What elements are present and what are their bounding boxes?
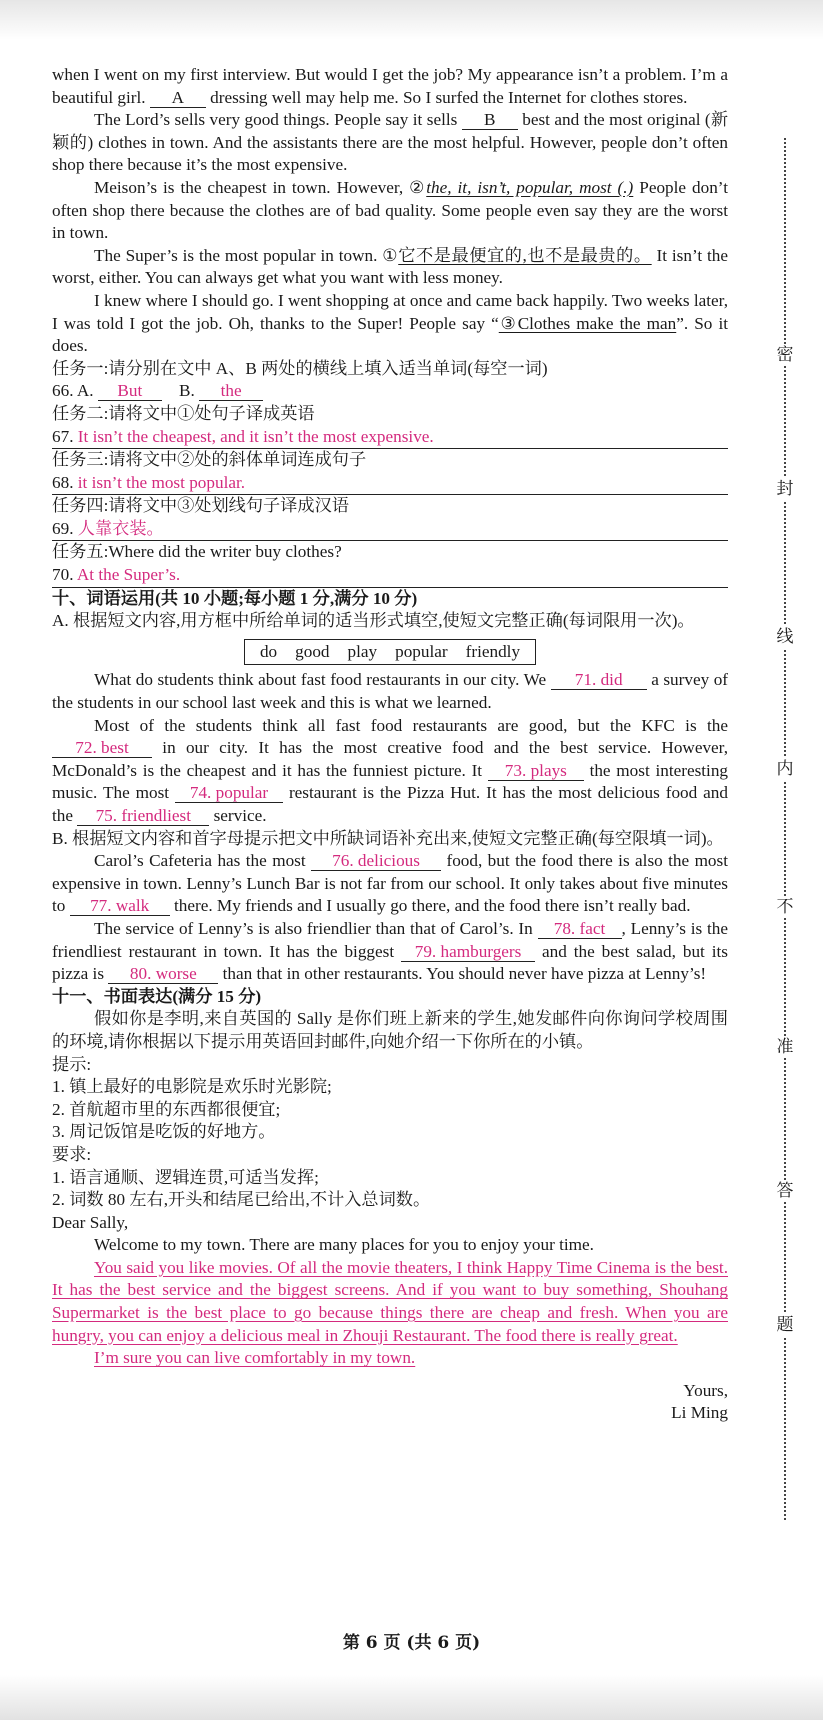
writing-prompt: 假如你是李明,来自英国的 Sally 是你们班上新来的学生,她发邮件向你询问学校周围的环境,请你根据以下提示用英语回封邮件,向她介绍一下你所在的小镇。 xyxy=(52,1009,728,1051)
part-b-paragraph-1 xyxy=(52,850,728,918)
passage-text: I knew where I should go. I went shopping at once and came back happily. Two weeks later, I was told I got the job. Oh, thanks to the Super! People say “ xyxy=(52,290,728,333)
passage-text: , Lenny’s is the friendliest restaurant in town. It has the biggest xyxy=(52,918,728,961)
underlined-sentence-1: 它不是最便宜的,也不是最贵的。 xyxy=(398,245,652,265)
underlined-sentence-3: ③Clothes make the man xyxy=(498,313,677,333)
passage-text: The Super’s is the most popular in town. ① xyxy=(94,245,399,265)
answer-69[interactable]: 人靠衣装。 xyxy=(77,518,164,538)
passage-text: than that in other restaurants. You should never have pizza at Lenny’s! xyxy=(222,964,707,984)
passage-text: when I went on my first interview. But would I get the job? My appearance isn’t a problem. I’m a beautiful girl. xyxy=(52,65,728,107)
passage-text: there. My friends and I usually go there, and the food there isn’t really bad. xyxy=(173,896,691,916)
essay-ending[interactable] xyxy=(52,1347,728,1370)
essay-ending-text: I’m sure you can live comfortably in my town. xyxy=(94,1348,416,1368)
seal-char: 线 xyxy=(774,626,796,648)
passage-paragraph-3 xyxy=(52,177,728,245)
q66-label: 66. A. xyxy=(52,381,94,401)
task-1-instruction: 任务一:请分别在文中 A、B 两处的横线上填入适当单词(每空一词) xyxy=(52,358,548,378)
answer-67[interactable]: It isn’t the cheapest, and it isn’t the most expensive. xyxy=(77,426,434,446)
tip-item: 1. 镇上最好的电影院是欢乐时光影院; xyxy=(52,1077,332,1097)
requirements-label: 要求: xyxy=(52,1144,92,1164)
passage-paragraph-2 xyxy=(52,109,728,177)
seal-line-column xyxy=(768,138,802,1520)
seal-char: 内 xyxy=(774,758,796,780)
question-66 xyxy=(52,380,728,403)
passage-text: the most interesting music. The most xyxy=(52,760,729,803)
passage-text: The Lord’s sells very good things. People say it sells xyxy=(94,110,458,130)
passage-paragraph-5 xyxy=(52,290,728,358)
italic-words: the, it, isn’t, popular, most (.) xyxy=(426,177,634,197)
passage-text: The service of Lenny’s is also friendlier than that of Carol’s. In xyxy=(94,918,533,938)
seal-char: 封 xyxy=(774,478,796,500)
passage-text: dressing well may help me. So I surfed the Internet for clothes stores. xyxy=(210,87,688,107)
question-69 xyxy=(52,518,728,542)
answer-70[interactable]: At the Super’s. xyxy=(76,565,181,585)
essay-text: You said you like movies. Of all the movie theaters, I think Happy Time Cinema is the best. It has the best service and the biggest screens. And if you want to buy something, Shouhang Supermarket is the best place to go because things there are cheap and fresh. When you are hungry, you can enjoy a delicious meal in Zhouji Restaurant. The food there is really great. xyxy=(52,1257,728,1345)
q70-label: 70. xyxy=(52,565,74,585)
answer-76[interactable]: 76. delicious xyxy=(311,851,441,871)
word-box-item: do xyxy=(259,641,278,661)
answer-66-b[interactable]: the xyxy=(199,381,263,401)
answer-73[interactable]: 73. plays xyxy=(488,761,584,781)
q69-label: 69. xyxy=(52,518,74,538)
passage-paragraph-1 xyxy=(52,64,728,109)
passage-text: a survey of the students in our school last week and this is what we learned. xyxy=(52,670,729,713)
passage-text: food, but the food there is also the most expensive in town. Lenny’s Lunch Bar is not far from our school. It only takes about five minutes to xyxy=(52,851,728,916)
passage-text: and the best salad, but its pizza is xyxy=(52,941,728,984)
passage-text: best and the most original (新颖的) clothes in town. And the assistants there are the most helpful. However, people don’t often shop there because it’s the most expensive. xyxy=(52,110,729,175)
answer-75[interactable]: 75. friendliest xyxy=(77,806,209,826)
passage-text: What do students think about fast food restaurants in our city. We xyxy=(94,670,547,690)
requirement-item: 1. 语言通顺、逻辑连贯,可适当发挥; xyxy=(52,1167,319,1187)
passage-text: Carol’s Cafeteria has the most xyxy=(94,851,306,871)
essay-answer[interactable] xyxy=(52,1257,728,1347)
answer-77[interactable]: 77. walk xyxy=(70,896,170,916)
page-footer: 第 6 页 (共 6 页) xyxy=(342,1633,481,1653)
letter-greeting: Dear Sally, xyxy=(52,1212,129,1232)
answer-68[interactable]: it isn’t the most popular. xyxy=(77,472,246,492)
task-5-instruction: 任务五:Where did the writer buy clothes? xyxy=(52,542,342,562)
question-68 xyxy=(52,472,728,496)
section-11-heading: 十一、书面表达(满分 15 分) xyxy=(52,986,262,1006)
answer-74[interactable]: 74. popular xyxy=(175,783,283,803)
letter-closing: Yours, xyxy=(683,1380,728,1400)
passage-text: People don’t often shop there because the clothes are of bad quality. Some people even say they are the worst in town. xyxy=(52,177,728,243)
part-a-paragraph-1 xyxy=(52,669,728,714)
worksheet-content xyxy=(52,64,728,1425)
answer-79[interactable]: 79. hamburgers xyxy=(401,942,535,962)
answer-80[interactable]: 80. worse xyxy=(108,964,218,984)
letter-opening: Welcome to my town. There are many places for you to enjoy your time. xyxy=(94,1235,594,1255)
word-box-item: good xyxy=(295,641,330,661)
seal-char: 题 xyxy=(774,1314,796,1336)
blank-a[interactable]: A xyxy=(150,88,206,108)
part-b-paragraph-2 xyxy=(52,918,728,986)
q67-label: 67. xyxy=(52,426,74,446)
word-box-item: play xyxy=(347,641,378,661)
passage-text: ”. So it does. xyxy=(52,313,728,356)
passage-text: It isn’t the worst, either. You can always get what you want with less money. xyxy=(52,245,728,288)
letter-signature: Li Ming xyxy=(671,1403,728,1423)
passage-text: restaurant is the Pizza Hut. It has the most delicious food and the xyxy=(52,783,728,825)
word-box xyxy=(244,639,536,666)
task-4-instruction: 任务四:请将文中③处划线句子译成汉语 xyxy=(52,496,349,516)
seal-char: 密 xyxy=(774,344,796,366)
word-box-wrapper xyxy=(52,639,728,666)
q66-b-label: B. xyxy=(179,381,195,401)
question-70 xyxy=(52,564,728,588)
question-67 xyxy=(52,426,728,450)
part-a-paragraph-2 xyxy=(52,715,728,828)
passage-text: Meison’s is the cheapest in town. However, ② xyxy=(94,177,427,197)
passage-text: in our city. It has the most creative food and the best service. However, McDonald’s is the cheapest and it has the funniest picture. It xyxy=(52,738,729,780)
tips-label: 提示: xyxy=(52,1054,92,1074)
task-2-instruction: 任务二:请将文中①处句子译成英语 xyxy=(52,403,315,423)
part-b-instruction: B. 根据短文内容和首字母提示把文中所缺词语补充出来,使短文完整正确(每空限填一词)。 xyxy=(52,828,724,848)
answer-71[interactable]: 71. did xyxy=(551,670,647,690)
blank-b[interactable]: B xyxy=(462,110,518,130)
word-box-item: popular xyxy=(395,641,448,661)
task-3-instruction: 任务三:请将文中②处的斜体单词连成句子 xyxy=(52,450,367,470)
seal-char: 准 xyxy=(774,1036,796,1058)
answer-72[interactable]: 72. best xyxy=(52,738,152,758)
seal-char: 不 xyxy=(774,896,796,918)
passage-paragraph-4 xyxy=(52,245,728,290)
passage-text: service. xyxy=(213,806,267,825)
requirement-item: 2. 词数 80 左右,开头和结尾已给出,不计入总词数。 xyxy=(52,1190,431,1210)
tip-item: 2. 首航超市里的东西都很便宜; xyxy=(52,1099,281,1119)
answer-78[interactable]: 78. fact xyxy=(538,919,622,939)
part-a-instruction: A. 根据短文内容,用方框中所给单词的适当形式填空,使短文完整正确(每词限用一次)。 xyxy=(52,611,695,631)
answer-66-a[interactable]: But xyxy=(98,381,162,401)
word-box-item: friendly xyxy=(465,641,521,661)
passage-text: Most of the students think all fast food restaurants are good, but the KFC is the xyxy=(94,715,728,735)
tip-item: 3. 周记饭馆是吃饭的好地方。 xyxy=(52,1122,276,1142)
seal-char: 答 xyxy=(774,1180,796,1202)
q68-label: 68. xyxy=(52,472,74,492)
section-10-heading: 十、词语运用(共 10 小题;每小题 1 分,满分 10 分) xyxy=(52,588,418,608)
